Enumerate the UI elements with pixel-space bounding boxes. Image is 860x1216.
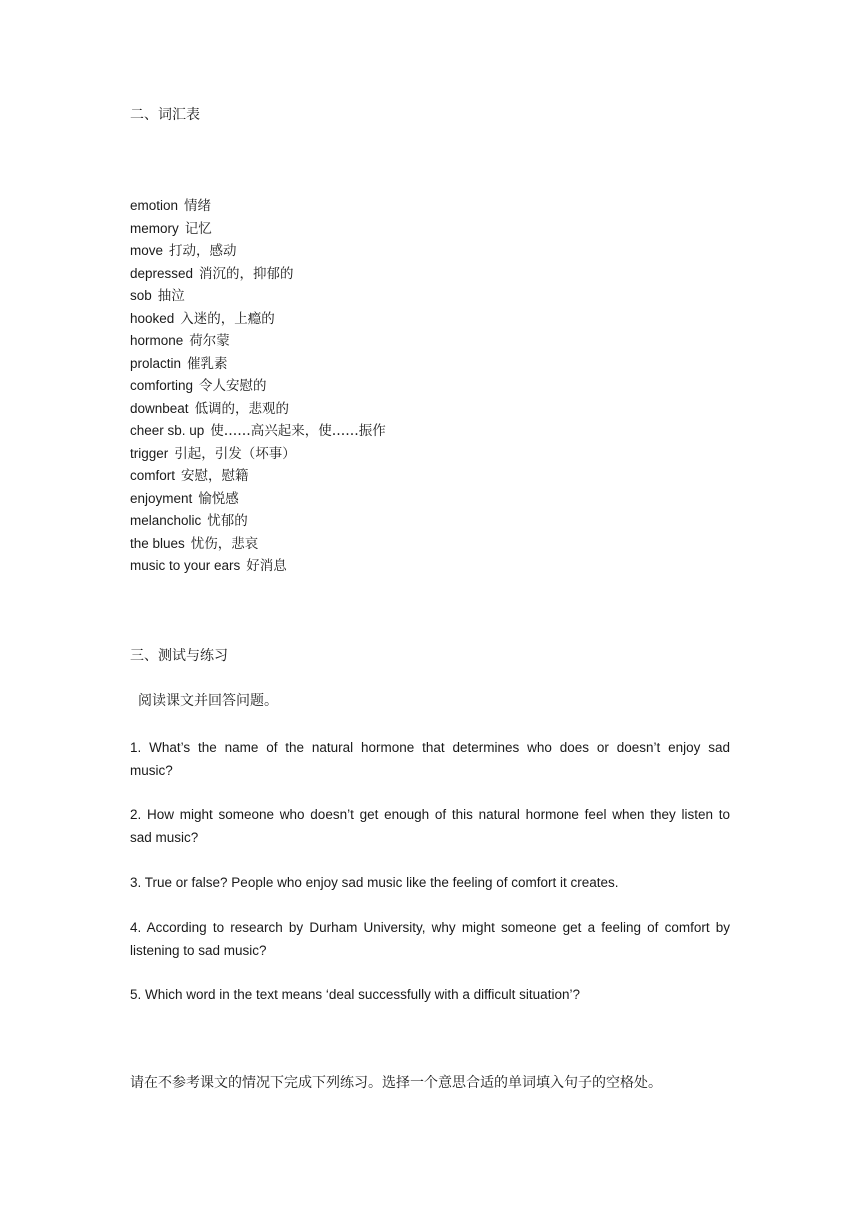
- vocab-translation: 好消息: [246, 558, 287, 574]
- vocab-term: prolactin: [130, 355, 182, 371]
- vocab-translation: 安慰，慰籍: [181, 468, 249, 484]
- question-item: [130, 984, 730, 1007]
- question-text-continued: sad music?: [130, 829, 199, 845]
- vocab-translation: 忧郁的: [207, 513, 248, 529]
- question-text: 3. True or false? People who enjoy sad music like the feeling of comfort it creates.: [130, 875, 619, 890]
- question-item: [130, 917, 730, 962]
- vocab-term: melancholic: [130, 513, 202, 528]
- vocab-translation: 记忆: [184, 220, 212, 237]
- vocab-term: music to your ears: [130, 558, 241, 573]
- vocab-translation: 令人安慰的: [199, 378, 267, 394]
- vocab-translation: 忧伤，悲哀: [190, 535, 259, 552]
- vocab-item: [130, 555, 730, 578]
- vocab-translation: 引起，引发（坏事）: [174, 445, 296, 462]
- vocab-term: trigger: [130, 445, 169, 461]
- vocab-item: [130, 285, 730, 308]
- vocab-translation: 情绪: [184, 198, 212, 214]
- vocab-item: [130, 420, 730, 443]
- question-item: [130, 737, 730, 782]
- question-text: 2. How might someone who doesn’t get enough of this natural hormone feel when they listen to: [130, 807, 730, 822]
- vocab-translation: 抽泣: [157, 288, 185, 304]
- vocab-translation: 催乳素: [187, 355, 228, 372]
- vocab-item: [130, 240, 730, 263]
- question-text-continued: listening to sad music?: [130, 942, 267, 958]
- question-text: 1. What’s the name of the natural hormone that determines who does or doesn’t enjoy sad: [130, 740, 730, 755]
- question-text: 5. Which word in the text means ‘deal successfully with a difficult situation’?: [130, 987, 580, 1002]
- vocab-item: [130, 443, 730, 466]
- vocabulary-list: [130, 195, 730, 578]
- vocab-term: cheer sb. up: [130, 423, 205, 438]
- vocab-term: depressed: [130, 265, 194, 281]
- vocab-term: comfort: [130, 468, 176, 483]
- vocab-item: [130, 195, 730, 218]
- vocab-term: move: [130, 243, 164, 258]
- test-section-heading: 三、测试与练习: [130, 648, 228, 664]
- vocab-item: [130, 533, 730, 556]
- reading-instruction: 阅读课文并回答问题。: [138, 693, 278, 709]
- vocab-item: [130, 465, 730, 488]
- vocab-term: the blues: [130, 535, 185, 551]
- question-item: [130, 804, 730, 849]
- question-text: 4. According to research by Durham University, why might someone get a feeling of comfort by: [130, 920, 730, 935]
- vocab-item: [130, 330, 730, 353]
- vocab-term: comforting: [130, 378, 194, 393]
- exercise-instruction: 请在不参考课文的情况下完成下列练习。选择一个意思合适的单词填入句子的空格处。: [130, 1075, 662, 1091]
- vocab-section-heading: 二、词汇表: [130, 107, 200, 123]
- vocab-item: [130, 375, 730, 398]
- vocab-translation: 入迷的，上瘾的: [180, 310, 275, 327]
- vocab-term: emotion: [130, 198, 179, 213]
- vocab-item: [130, 308, 730, 331]
- vocab-term: hormone: [130, 333, 184, 348]
- vocab-item: [130, 263, 730, 286]
- vocab-translation: 打动，感动: [169, 243, 237, 259]
- vocab-translation: 愉悦感: [198, 490, 239, 507]
- question-item: [130, 872, 730, 895]
- vocab-item: [130, 218, 730, 241]
- vocab-term: downbeat: [130, 400, 189, 416]
- vocab-item: [130, 488, 730, 511]
- vocab-term: sob: [130, 288, 152, 303]
- vocab-translation: 荷尔蒙: [189, 333, 230, 349]
- vocab-translation: 低调的，悲观的: [194, 400, 290, 417]
- vocab-translation: 消沉的，抑郁的: [199, 265, 294, 282]
- vocab-term: memory: [130, 220, 179, 236]
- vocab-item: [130, 510, 730, 533]
- vocab-item: [130, 398, 730, 421]
- vocab-item: [130, 353, 730, 376]
- vocab-term: enjoyment: [130, 490, 193, 506]
- vocab-term: hooked: [130, 310, 175, 326]
- question-text-continued: music?: [130, 762, 173, 778]
- vocab-translation: 使……高兴起来，使……振作: [210, 423, 386, 439]
